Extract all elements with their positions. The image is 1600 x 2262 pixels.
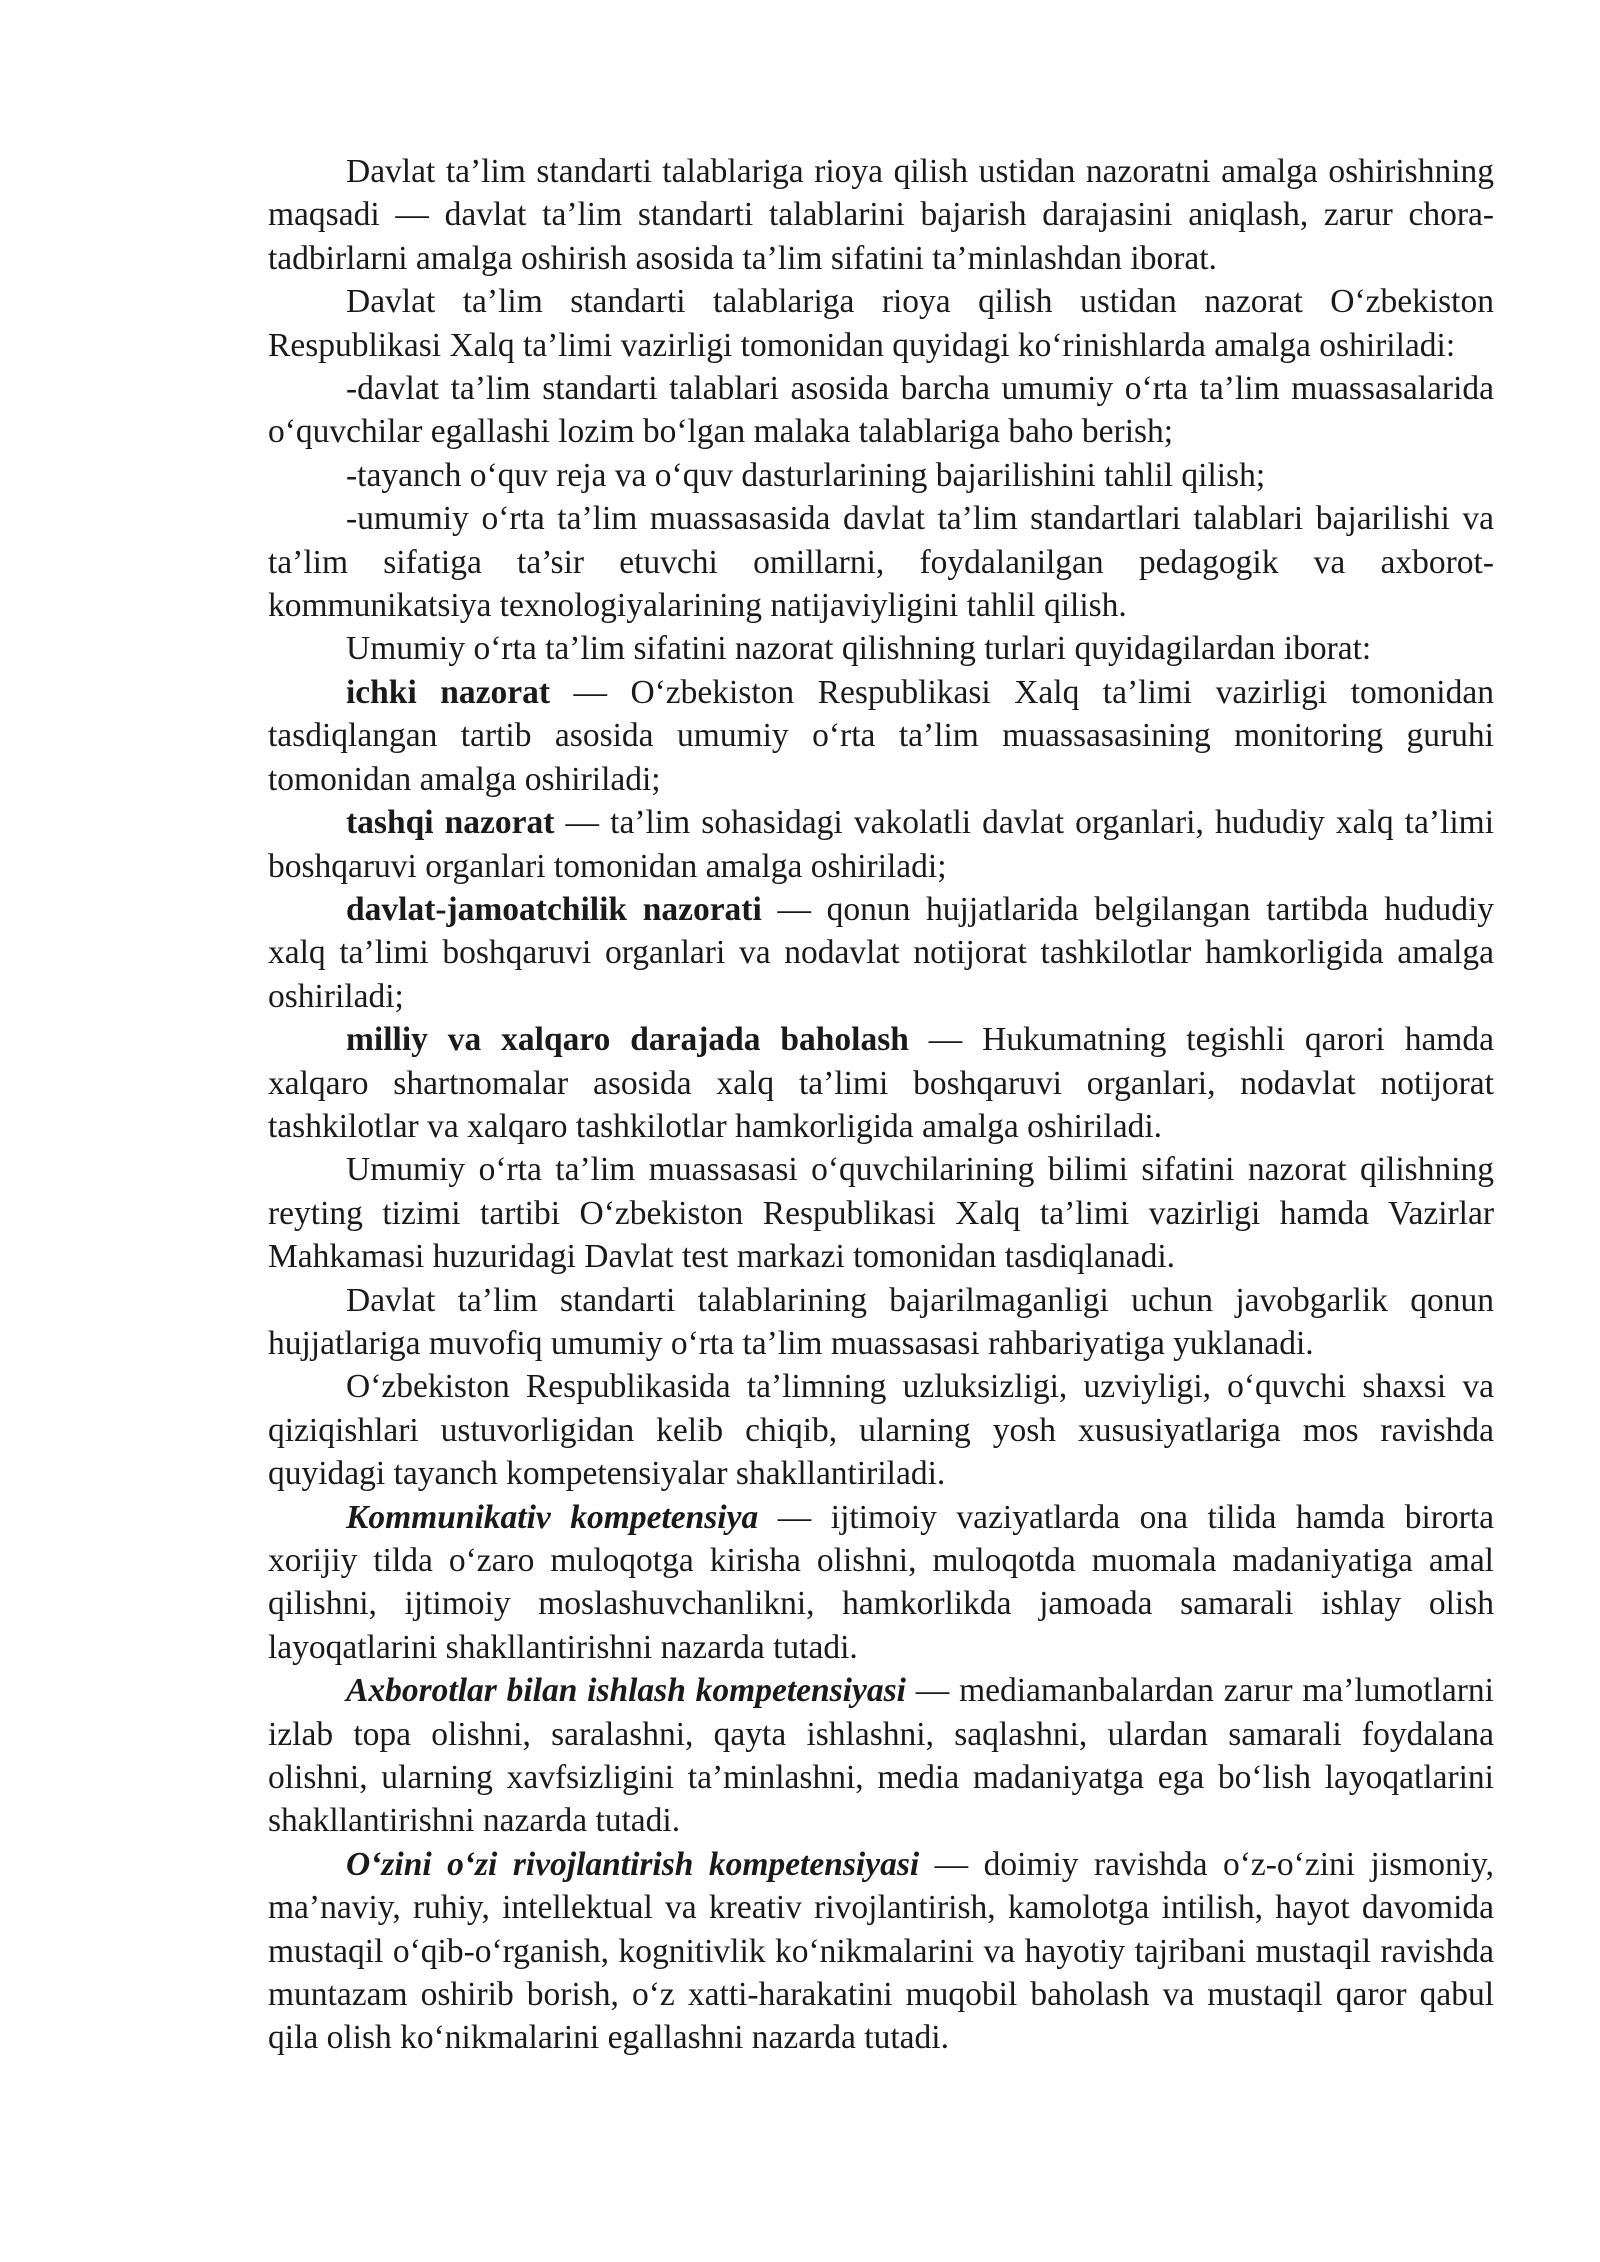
list-item-curriculum-analysis: -tayanch o‘quv reja va o‘quv dasturlarining bajarilishini tahlil qilish; xyxy=(346,456,1266,494)
paragraph-information-competence xyxy=(268,1669,1494,1843)
term-self-development-competence: O‘zini o‘zi rivojlantirish kompetensiyasi xyxy=(346,1845,920,1883)
paragraph-self-development-competence xyxy=(268,1843,1494,2060)
paragraph-national-international-assessment xyxy=(268,1018,1494,1148)
list-item-quality-factors-analysis: -umumiy o‘rta ta’lim muassasasida davlat ta’lim standartlari talablari bajarilishi va ta’lim sifatiga ta’sir etuvchi omillarni, foydalanilgan pedagogik va axborot-kommunikatsiya texnologiyalarining natijaviyligini tahlil qilish. xyxy=(268,500,1494,625)
definition-state-public-control: — qonun hujjatlarida belgilangan tartibda hududiy xalq ta’limi boshqaruvi organlari va nodavlat notijorat tashkilotlar hamkorligida amalga oshiriladi; xyxy=(268,890,1495,1015)
paragraph-rating-system: Umumiy o‘rta ta’lim muassasasi o‘quvchilarining bilimi sifatini nazorat qilishning reyting tizimi tartibi O‘zbekiston Respublikasi Xalq ta’limi vazirligi hamda Vazirlar Mahkamasi huzuridagi Davlat test markazi tomonidan tasdiqlanadi. xyxy=(268,1151,1494,1276)
definition-national-international-assessment: — Hukumatning tegishli qarori hamda xalqaro shartnomalar asosida xalq ta’limi boshqaruvi organlari, nodavlat notijorat tashkilotlar va xalqaro tashkilotlar hamkorligida amalga oshiriladi. xyxy=(268,1021,1494,1145)
term-communicative-competence: Kommunikativ kompetensiya xyxy=(346,1498,759,1536)
paragraph-control-types: Umumiy o‘rta ta’lim sifatini nazorat qilishning turlari quyidagilardan iborat: xyxy=(346,630,1372,668)
definition-information-competence: — mediamanbalardan zarur ma’lumotlarni izlab topa olishni, saralashni, qayta ishlashni, saqlashni, ulardan samarali foydalana olishni, ularning xavfsizligini ta’minlashni, media madaniyatga ega bo‘lish layoqatlarini shakllantirishni nazarda tutadi. xyxy=(268,1672,1494,1840)
term-state-public-control: davlat-jamoatchilik nazorati xyxy=(346,890,762,928)
paragraph-communicative-competence xyxy=(268,1496,1494,1670)
list-item-qualification-assessment: -davlat ta’lim standarti talablari asosida barcha umumiy o‘rta ta’lim muassasalarida o‘quvchilar egallashi lozim bo‘lgan malaka talablariga baho berish; xyxy=(268,370,1494,451)
paragraph-state-public-control xyxy=(268,888,1494,1018)
term-internal-control: ichki nazorat xyxy=(346,673,550,711)
definition-internal-control: — O‘zbekiston Respublikasi Xalq ta’limi vazirligi tomonidan tasdiqlangan tartib asosida umumiy o‘rta ta’lim muassasasining monitoring guruhi tomonidan amalga oshiriladi; xyxy=(268,673,1494,798)
paragraph-core-competencies: O‘zbekiston Respublikasida ta’limning uzluksizligi, uzviyligi, o‘quvchi shaxsi va qiziqishlari ustuvorligidan kelib chiqib, ularning yosh xususiyatlariga mos ravishda quyidagi tayanch kompetensiyalar shakllantiriladi. xyxy=(268,1368,1494,1493)
paragraph-responsibility: Davlat ta’lim standarti talablarining bajarilmaganligi uchun javobgarlik qonun hujjatlariga muvofiq umumiy o‘rta ta’lim muassasasi rahbariyatiga yuklanadi. xyxy=(268,1281,1494,1362)
definition-communicative-competence: — ijtimoiy vaziyatlarda ona tilida hamda birorta xorijiy tilda o‘zaro muloqotga kirisha olishni, muloqotda muomala madaniyatiga amal qilishni, ijtimoiy moslashuvchanlikni, hamkorlikda jamoada samarali ishlay olish layoqatlarini shakllantirishni nazarda tutadi. xyxy=(268,1498,1494,1666)
term-national-international-assessment: milliy va xalqaro darajada baholash xyxy=(346,1021,909,1059)
term-external-control: tashqi nazorat xyxy=(346,804,555,842)
paragraph-control-purpose: Davlat ta’lim standarti talablariga rioya qilish ustidan nazoratni amalga oshirishning maqsadi — davlat ta’lim standarti talablarini bajarish darajasini aniqlash, zarur chora-tadbirlarni amalga oshirish asosida ta’lim sifatini ta’minlashdan iborat. xyxy=(268,153,1494,277)
paragraph-external-control xyxy=(268,801,1494,888)
definition-external-control: — ta’lim sohasidagi vakolatli davlat organlari, hududiy xalq ta’limi boshqaruvi organlari tomonidan amalga oshiriladi; xyxy=(268,804,1494,885)
definition-self-development-competence: — doimiy ravishda o‘z-o‘zini jismoniy, ma’naviy, ruhiy, intellektual va kreativ rivojlantirish, kamolotga intilish, hayot davomida mustaqil o‘qib-o‘rganish, kognitivlik ko‘nikmalarini va hayotiy tajribani mustaqil ravishda muntazam oshirib borish, o‘z xatti-harakatini muqobil baholash va mustaqil qaror qabul qila olish ko‘nikmalarini egallashni nazarda tutadi. xyxy=(268,1845,1494,2057)
paragraph-control-forms: Davlat ta’lim standarti talablariga rioya qilish ustidan nazorat O‘zbekiston Respublikasi Xalq ta’limi vazirligi tomonidan quyidagi ko‘rinishlarda amalga oshiriladi: xyxy=(268,283,1494,364)
paragraph-internal-control xyxy=(268,671,1494,801)
term-information-competence: Axborotlar bilan ishlash kompetensiyasi xyxy=(346,1672,906,1710)
document-page xyxy=(268,150,1494,2060)
